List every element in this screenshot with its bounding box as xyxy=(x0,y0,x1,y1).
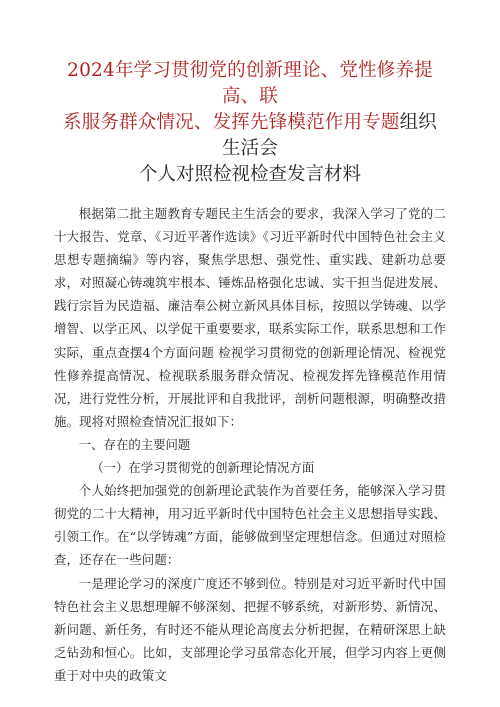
body-paragraph-1: 个人始终把加强党的创新理论武装作为首要任务，能够深入学习贯彻党的二十大精神，用习近平新时代中国特色社会主义思想指导实践、引领工作。在“以学铸魂”方面，能够做到坚定理想信念。但通过对照检查，还存在一些问题： xyxy=(54,483,446,568)
document-subtitle: 个人对照检视检查发言材料 xyxy=(138,164,361,185)
document-title xyxy=(54,58,446,162)
title-line-2-dark: 组织生活会 xyxy=(221,112,437,159)
section-heading: 一、存在的主要问题 xyxy=(78,436,191,452)
subsection-heading: （一）在学习贯彻党的创新理论情况方面 xyxy=(91,460,315,476)
title-line-2-red: 系服务群众情况、发挥先锋模范作用专题 xyxy=(62,112,400,133)
intro-paragraph: 根据第二批主题教育专题民主生活会的要求，我深入学习了党的二十大报告、党章、《习近平著作选读》《习近平新时代中国特色社会主义思想专题摘编》等内容，聚焦学思想、强党性、重实践、建新功总要求，对照凝心铸魂筑牢根本、锤炼品格强化忠诚、实干担当促进发展、践行宗旨为民造福、廉洁奉公树立新风具体目标，按照以学铸魂、以学增智、以学正风、以学促干重要要求，联系实际工作，联系思想和工作实际，重点查摆4个方面问题 检视学习贯彻党的创新理论情况、检视党性修养提高情况、检视联系服务群众情况、检视发挥先锋模范作用情况，进行党性分析，开展批评和自我批评，剖析问题根源，明确整改措施。现将对照检查情况汇报如下： xyxy=(54,206,446,429)
body-paragraph-2: 一是理论学习的深度广度还不够到位。特别是对习近平新时代中国特色社会主义思想理解不够深刻、把握不够系统，对新形势、新情况、新问题、新任务，有时还不能从理论高度去分析把握，在精研深思上缺乏钻劲和恒心。比如，支部理论学习虽常态化开展，但学习内容上更侧重于对中央的政策文 xyxy=(54,575,446,683)
title-line-1: 2024年学习贯彻党的创新理论、党性修养提高、联 xyxy=(67,60,433,107)
